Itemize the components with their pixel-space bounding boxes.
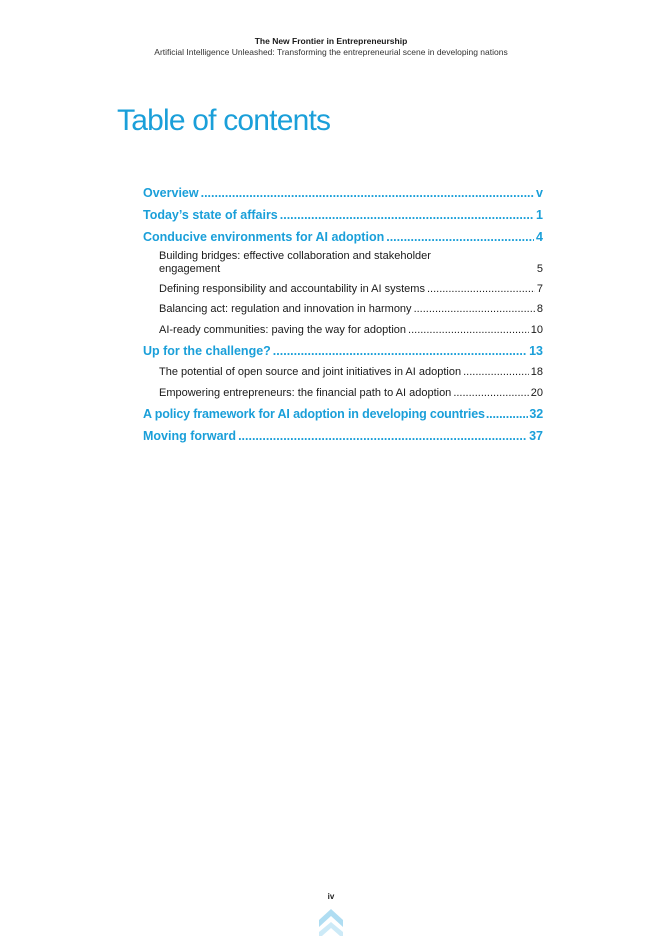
- dot-leader: [386, 228, 534, 246]
- toc-entry-title: A policy framework for AI adoption in developing countries: [143, 407, 485, 421]
- toc-entry-title: Conducive environments for AI adoption: [143, 230, 385, 244]
- toc-entry-page: 37: [529, 429, 543, 443]
- toc-entry-page: 5: [536, 263, 543, 275]
- toc-entry-title: Today’s state of affairs: [143, 208, 278, 222]
- dot-leader: [453, 385, 528, 401]
- dot-leader: [486, 405, 529, 423]
- toc-entry-policy-framework[interactable]: [143, 405, 543, 427]
- toc-entry-title: Defining responsibility and accountability in AI systems: [159, 282, 425, 295]
- page-number: iv: [327, 892, 335, 901]
- toc-entry-title-line2: engagement: [159, 263, 221, 275]
- toc-entry-state-of-affairs[interactable]: [143, 206, 543, 228]
- toc-entry-page: 4: [536, 230, 543, 244]
- dot-leader: [414, 301, 535, 317]
- toc-entry-responsibility[interactable]: [143, 281, 543, 302]
- toc-entry-page: 18: [530, 366, 543, 378]
- dot-leader: [280, 206, 534, 224]
- toc-entry-conducive-environments[interactable]: [143, 228, 543, 250]
- dot-leader: [408, 322, 529, 338]
- toc-entry-title: AI-ready communities: paving the way for adoption: [159, 323, 407, 336]
- toc-entry-page: 20: [530, 386, 543, 399]
- running-header-subtitle: Artificial Intelligence Unleashed: Transforming the entrepreneurial scene in developing nations: [154, 47, 508, 57]
- toc-entry-ai-ready-communities[interactable]: [143, 322, 543, 343]
- toc-entry-open-source[interactable]: [143, 364, 543, 385]
- page-title: Table of contents: [117, 104, 331, 137]
- toc-entry-overview[interactable]: [143, 184, 543, 206]
- toc-entry-title: Balancing act: regulation and innovation in harmony: [159, 303, 412, 315]
- toc-entry-page: v: [536, 186, 543, 200]
- toc-entry-page: 8: [536, 303, 543, 315]
- toc-entry-page: 13: [529, 344, 543, 358]
- toc-entry-page: 32: [529, 407, 543, 421]
- running-header-title: The New Frontier in Entrepreneurship: [254, 36, 408, 46]
- toc-entry-balancing-act[interactable]: [143, 301, 543, 322]
- dot-leader: [201, 184, 534, 202]
- toc-entry-page: 1: [536, 208, 543, 222]
- running-header: [0, 36, 662, 58]
- toc-entry-up-for-the-challenge[interactable]: [143, 342, 543, 364]
- dot-leader: [238, 427, 527, 445]
- toc-entry-page: 10: [530, 323, 543, 336]
- dot-leader: [273, 342, 527, 360]
- dot-leader: [427, 281, 535, 297]
- toc-entry-empowering-entrepreneurs[interactable]: [143, 385, 543, 406]
- toc-entry-building-bridges[interactable]: [143, 250, 543, 276]
- toc-entry-moving-forward[interactable]: [143, 427, 543, 449]
- toc-entry-page: 7: [536, 282, 543, 295]
- toc-entry-title-line1: Building bridges: effective collaboration and stakeholder: [159, 250, 431, 262]
- toc-entry-title: Empowering entrepreneurs: the financial path to AI adoption: [159, 386, 452, 399]
- dot-leader: [463, 364, 529, 380]
- toc-entry-title: Up for the challenge?: [143, 344, 271, 358]
- chevron-up-icon: [319, 909, 343, 936]
- toc-entry-title: Overview: [143, 186, 199, 200]
- toc-entry-title: The potential of open source and joint initiatives in AI adoption: [159, 366, 462, 378]
- table-of-contents: [143, 184, 543, 449]
- toc-entry-title: Moving forward: [143, 429, 237, 443]
